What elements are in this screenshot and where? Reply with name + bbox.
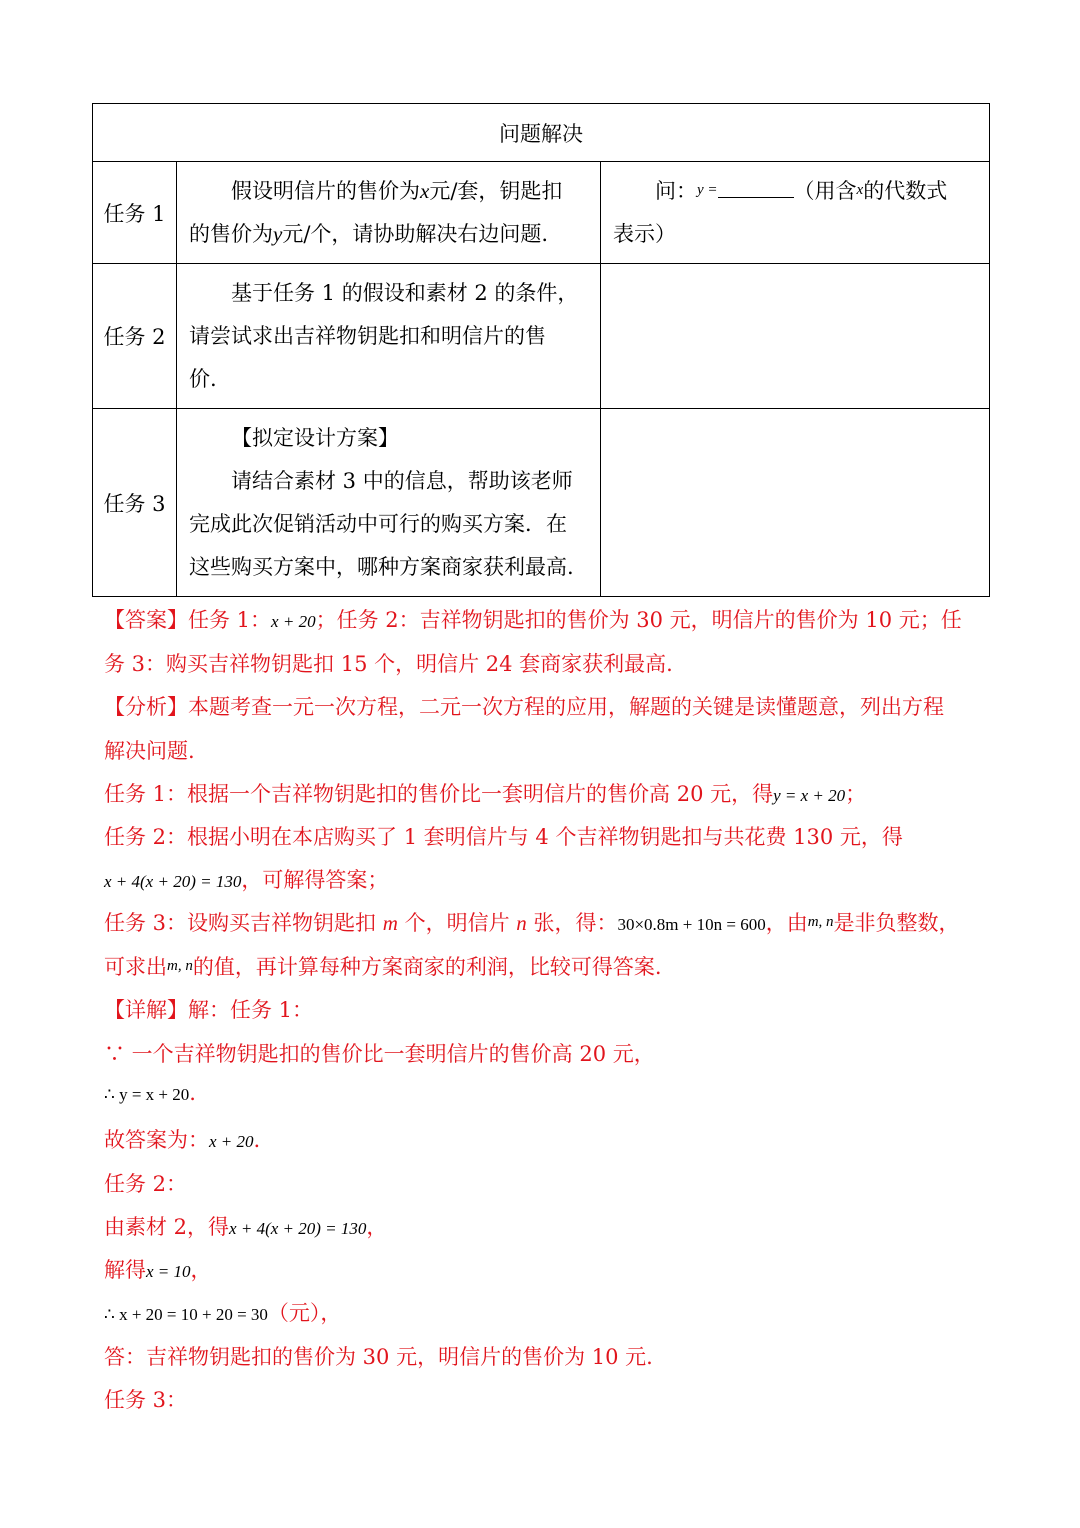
detail-line-6: 由素材 2，得x + 4(x + 20) = 130， <box>104 1215 388 1239</box>
analysis-task-3: 任务 3：设购买吉祥物钥匙扣 m 个，明信片 n 张，得：30×0.8m + 10n = 600，由m, n是非负整数， <box>104 911 960 935</box>
task-1-label: 任务 1 <box>93 162 177 264</box>
task-3-description: 【拟定设计方案】 请结合素材 3 中的信息，帮助该老师 完成此次促销活动中可行的购买方案．在 这些购买方案中，哪种方案商家获利最高. <box>177 409 601 597</box>
task-3-answer-cell <box>601 409 990 597</box>
task-2-label: 任务 2 <box>93 264 177 409</box>
analysis-line-2: 解决问题. <box>104 739 195 763</box>
answer-line-1: 【答案】任务 1：x + 20；任务 2：吉祥物钥匙扣的售价为 30 元，明信片的售价为 10 元；任 <box>104 608 962 632</box>
answer-line-2: 务 3：购买吉祥物钥匙扣 15 个，明信片 24 套商家获利最高. <box>104 652 673 676</box>
task-2-answer-cell <box>601 264 990 409</box>
detail-line-2: ∵ 一个吉祥物钥匙扣的售价比一套明信片的售价高 20 元， <box>104 1042 655 1066</box>
detail-line-10: 任务 3： <box>104 1388 188 1412</box>
detail-line-8: ∴ x + 20 = 10 + 20 = 30（元）， <box>104 1301 342 1325</box>
task-2-description: 基于任务 1 的假设和素材 2 的条件， 请尝试求出吉祥物钥匙扣和明信片的售 价. <box>177 264 601 409</box>
detail-line-1: 【详解】解：任务 1： <box>104 998 314 1022</box>
analysis-task-1: 任务 1：根据一个吉祥物钥匙扣的售价比一套明信片的售价高 20 元，得y = x + 20； <box>104 782 867 806</box>
answer-blank <box>718 179 794 198</box>
detail-line-5: 任务 2： <box>104 1172 188 1196</box>
detail-line-9: 答：吉祥物钥匙扣的售价为 30 元，明信片的售价为 10 元. <box>104 1345 653 1369</box>
task-1-description: 假设明信片的售价为x元/套，钥匙扣 的售价为y元/个，请协助解决右边问题. <box>177 162 601 264</box>
task-table <box>92 103 990 597</box>
analysis-task-3-cont: 可求出m, n的值，再计算每种方案商家的利润，比较可得答案. <box>104 955 662 979</box>
detail-line-4: 故答案为：x + 20. <box>104 1128 261 1152</box>
detail-line-3: ∴ y = x + 20. <box>104 1081 196 1105</box>
task-1-question: 问：y = （用含x的代数式 表示） <box>601 162 990 264</box>
analysis-line-1: 【分析】本题考查一元一次方程，二元一次方程的应用，解题的关键是读懂题意，列出方程 <box>104 695 944 719</box>
analysis-task-2-equation: x + 4(x + 20) = 130，可解得答案； <box>104 868 389 892</box>
detail-line-7: 解得x = 10， <box>104 1258 212 1282</box>
analysis-task-2: 任务 2：根据小明在本店购买了 1 套明信片与 4 个吉祥物钥匙扣与共花费 130 元，得 <box>104 825 903 849</box>
table-header: 问题解决 <box>93 104 990 162</box>
task-3-label: 任务 3 <box>93 409 177 597</box>
